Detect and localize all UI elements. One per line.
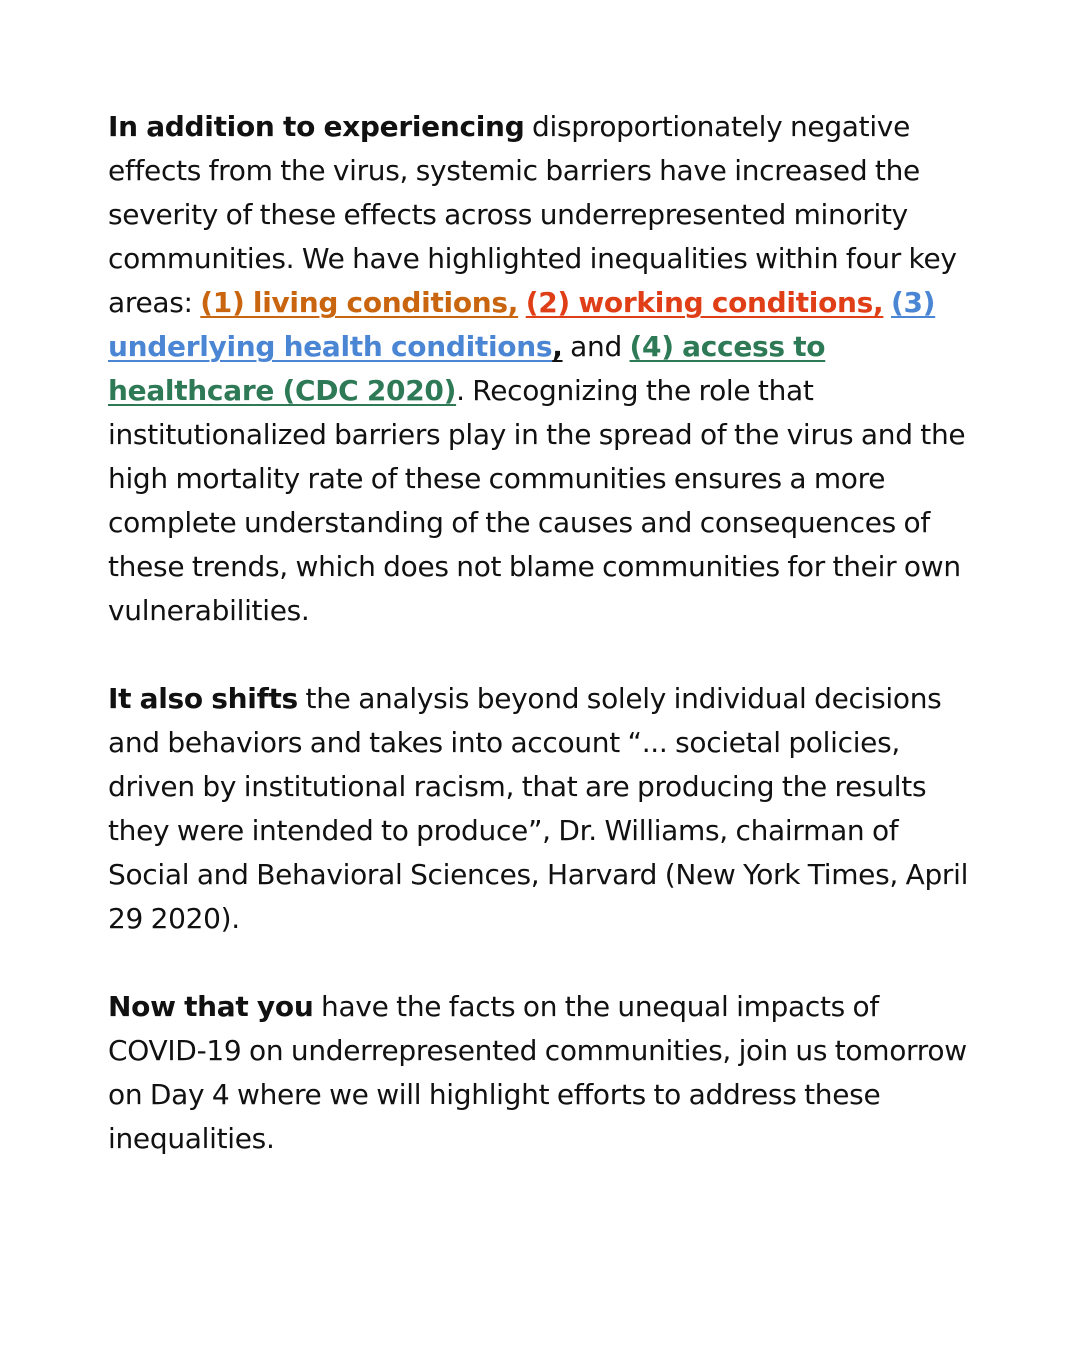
paragraph-text-continued: . Recognizing the role that institutionalized barriers play in the spread of the virus and the high mortality rate of these communities ensures a more complete understanding of the causes and consequences of these trends, which does not blame communities for their own vulnerabilities.	[108, 374, 966, 627]
paragraph-next-day	[108, 985, 978, 1161]
document-body	[108, 105, 978, 1205]
paragraph-inequalities	[108, 105, 978, 633]
paragraph-lead: Now that you	[108, 990, 314, 1023]
paragraph-text-and: and	[562, 330, 630, 363]
link-access-to-healthcare[interactable]: (4) access to healthcare (CDC 2020)	[108, 330, 826, 407]
paragraph-text: the analysis beyond solely individual decisions and behaviors and takes into account “... societal policies, driven by institutional racism, that are producing the results they were intended to produce”, Dr. Williams, chairman of Social and Behavioral Sciences, Harvard (New York Times, April 29 2020).	[108, 682, 969, 935]
paragraph-lead: In addition to experiencing	[108, 110, 525, 143]
link-working-conditions[interactable]: (2) working conditions,	[525, 286, 884, 319]
paragraph-shifts	[108, 677, 978, 941]
paragraph-lead: It also shifts	[108, 682, 298, 715]
paragraph-text: have the facts on the unequal impacts of COVID-19 on underrepresented communities, join us tomorrow on Day 4 where we will highlight efforts to address these inequalities.	[108, 990, 967, 1155]
link-underlying-health-conditions[interactable]: (3) underlying health conditions	[108, 286, 936, 363]
paragraph-text: disproportionately negative effects from the virus, systemic barriers have increased the severity of these effects across underrepresented minority communities. We have highlighted inequalities within four key areas:	[108, 110, 957, 319]
link-living-conditions[interactable]: (1) living conditions,	[200, 286, 519, 319]
comma-separator: ,	[552, 330, 563, 363]
